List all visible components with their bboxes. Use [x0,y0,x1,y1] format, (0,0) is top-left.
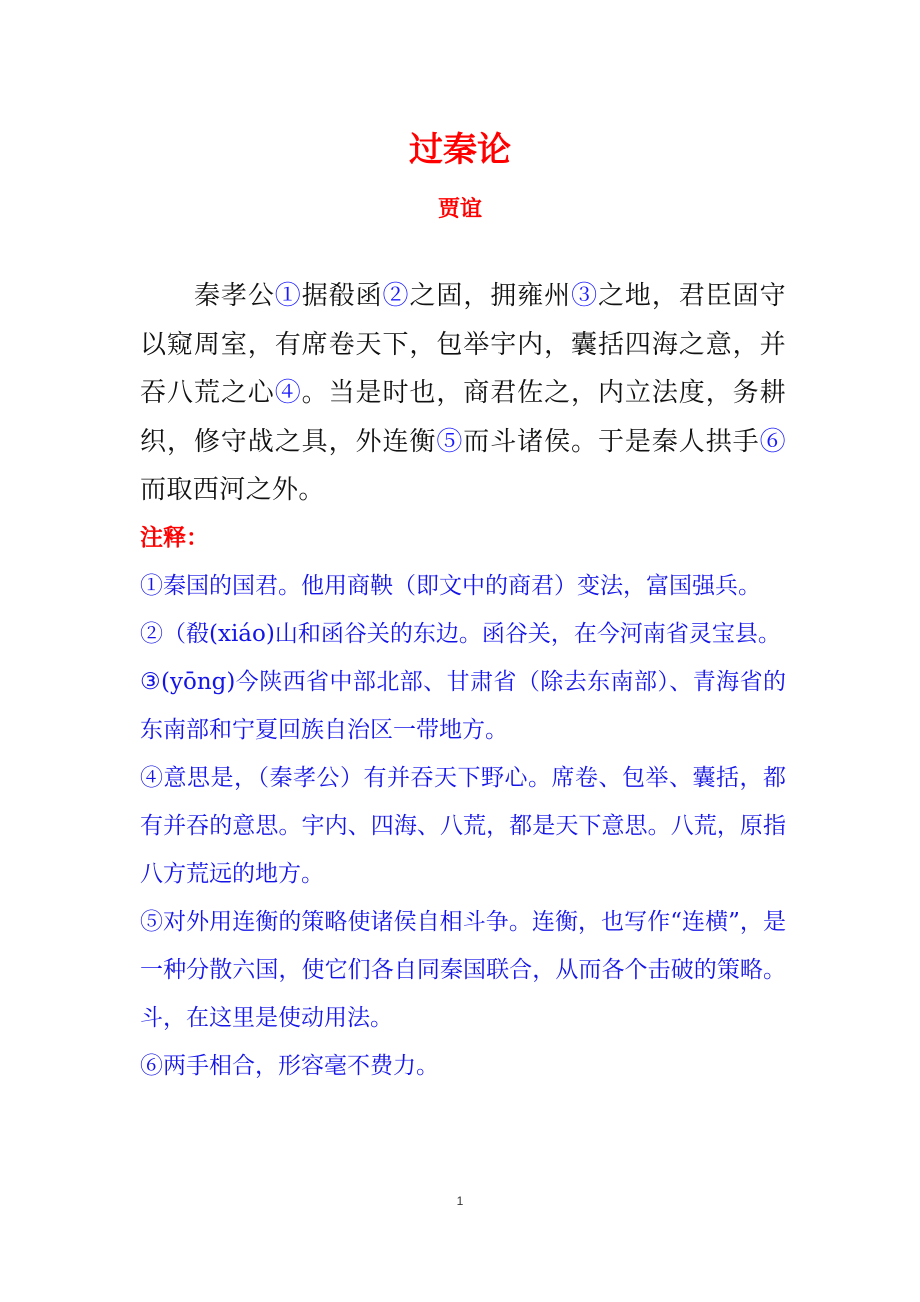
annotation-marker-1: ① [274,281,302,311]
annotation-marker-2: ② [382,281,410,311]
annotation-marker-3: ③ [571,281,598,311]
passage-segment: 而斗诸侯。于是秦人拱手 [463,426,760,457]
document-title: 过秦论 [409,130,511,170]
passage-segment: 。当是时也，商君佐之，内立法度，务耕织，修守战之具，外连衡 [140,378,787,457]
page-number: 1 [456,1194,464,1208]
passage-segment: 据殽函 [301,281,383,311]
note-2: ②（殽(xiáo)山和函谷关的东边。函谷关，在今河南省灵宝县。 [140,621,781,647]
passage-segment: 而取西河之外。 [140,475,325,505]
note-4: ④意思是，（秦孝公）有并吞天下野心。席卷、包举、囊括，都有并吞的意思。宇内、四海、八荒，都是天下意思。八荒，原指八方荒远的地方。 [140,765,786,887]
notes-list [140,562,786,1090]
document-author: 贾谊 [437,197,482,222]
passage-segment: 之地，君臣固守以窥周室，有席卷天下，包举宇内，囊括四海之意，并吞八荒之心 [140,281,786,408]
note-1: ①秦国的国君。他用商鞅（即文中的商君）变法，富国强兵。 [140,573,761,599]
passage-segment: 秦孝公 [194,281,275,311]
annotation-marker-6: ⑥ [759,426,787,457]
note-6: ⑥两手相合，形容毫不费力。 [140,1053,439,1079]
main-passage [140,272,786,515]
passage-segment: 之固，拥雍州 [409,281,572,311]
notes-heading: 注释： [140,525,209,551]
note-3: ③(yōng)今陕西省中部北部、甘肃省（除去东南部）、青海省的东南部和宁夏回族自治区一带地方。 [140,669,786,743]
note-5: ⑤对外用连衡的策略使诸侯自相斗争。连衡，也写作“连横”，是一种分散六国，使它们各自同秦国联合，从而各个击破的策略。斗，在这里是使动用法。 [140,909,786,1031]
annotation-marker-4: ④ [274,378,302,408]
annotation-marker-5: ⑤ [436,426,464,457]
